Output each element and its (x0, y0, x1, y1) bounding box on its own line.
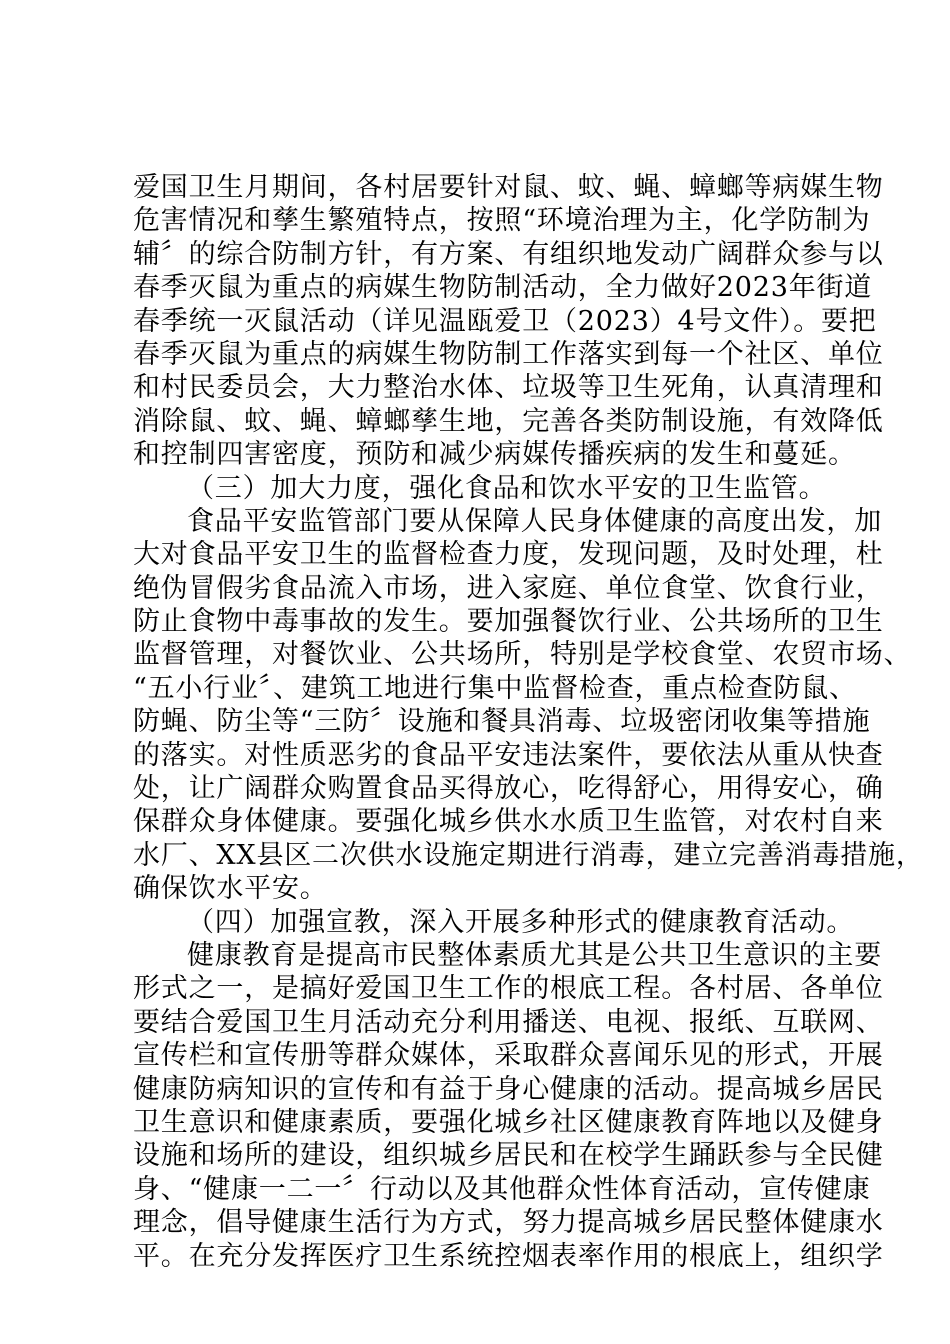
text-line: 宣传栏和宣传册等群众媒体，采取群众喜闻乐见的形式，开展 (133, 1040, 884, 1072)
text-line: 理念，倡导健康生活行为方式，努力提高城乡居民整体健康水 (133, 1207, 884, 1239)
text-line: 春季灭鼠为重点的病媒生物防制活动，全力做好2023年街道 (133, 272, 873, 304)
text-line: 水厂、XX县区二次供水设施定期进行消毒，建立完善消毒措施， (133, 839, 924, 871)
text-line: 消除鼠、蚊、蝇、蟑螂孳生地，完善各类防制设施，有效降低 (133, 405, 884, 437)
text-line: 健康防病知识的宣传和有益于身心健康的活动。提高城乡居民 (133, 1073, 884, 1105)
text-line: （三）加大力度，强化食品和饮水平安的卫生监管。 (187, 472, 827, 504)
text-line: 监督管理，对餐饮业、公共场所，特别是学校食堂、农贸市场、 (133, 639, 912, 671)
text-line: 身、“健康一二一〞行动以及其他群众性体育活动，宣传健康 (133, 1173, 871, 1205)
text-line: 和控制四害密度，预防和减少病媒传播疾病的发生和蔓延。 (133, 439, 856, 471)
text-line: 的落实。对性质恶劣的食品平安违法案件，要依法从重从快查 (133, 739, 884, 771)
text-line: 确保饮水平安。 (133, 873, 328, 905)
text-line: 防止食物中毒事故的发生。要加强餐饮行业、公共场所的卫生 (133, 606, 884, 638)
text-line: 设施和场所的建设，组织城乡居民和在校学生踊跃参与全民健 (133, 1140, 884, 1172)
text-line: 健康教育是提高市民整体素质尤其是公共卫生意识的主要 (187, 939, 882, 971)
text-line: “五小行业〞、建筑工地进行集中监督检查，重点检查防鼠、 (133, 672, 857, 704)
text-line: 爱国卫生月期间，各村居要针对鼠、蚊、蝇、蟑螂等病媒生物 (133, 172, 884, 203)
text-line: 处，让广阔群众购置食品买得放心，吃得舒心，用得安心，确 (133, 773, 884, 805)
text-line: 食品平安监管部门要从保障人民身体健康的高度出发，加 (187, 505, 882, 537)
text-line: 形式之一，是搞好爱国卫生工作的根底工程。各村居、各单位 (133, 973, 884, 1005)
text-line: 危害情况和孳生繁殖特点，按照“环境治理为主，化学防制为 (133, 205, 871, 237)
text-line: 平。在充分发挥医疗卫生系统控烟表率作用的根底上，组织学 (133, 1240, 884, 1272)
document-body (133, 171, 924, 1273)
text-line: （四）加强宣教，深入开展多种形式的健康教育活动。 (187, 906, 855, 938)
text-line: 和村民委员会，大力整治水体、垃圾等卫生死角，认真清理和 (133, 372, 884, 404)
text-line: 卫生意识和健康素质，要强化城乡社区健康教育阵地以及健身 (133, 1106, 884, 1138)
text-line: 防蝇、防尘等“三防〞设施和餐具消毒、垃圾密闭收集等措施 (133, 706, 871, 738)
text-line: 辅〞的综合防制方针，有方案、有组织地发动广阔群众参与以 (133, 238, 884, 270)
text-line: 春季灭鼠为重点的病媒生物防制工作落实到每一个社区、单位 (133, 338, 884, 370)
text-line: 要结合爱国卫生月活动充分利用播送、电视、报纸、互联网、 (133, 1006, 884, 1038)
text-line: 大对食品平安卫生的监督检查力度，发现问题，及时处理，杜 (133, 539, 884, 571)
text-line: 春季统一灭鼠活动（详见温瓯爱卫（2023）4号文件）。要把 (133, 305, 877, 337)
text-line: 绝伪冒假劣食品流入市场，进入家庭、单位食堂、饮食行业， (133, 572, 884, 604)
text-line: 保群众身体健康。要强化城乡供水水质卫生监管，对农村自来 (133, 806, 884, 838)
